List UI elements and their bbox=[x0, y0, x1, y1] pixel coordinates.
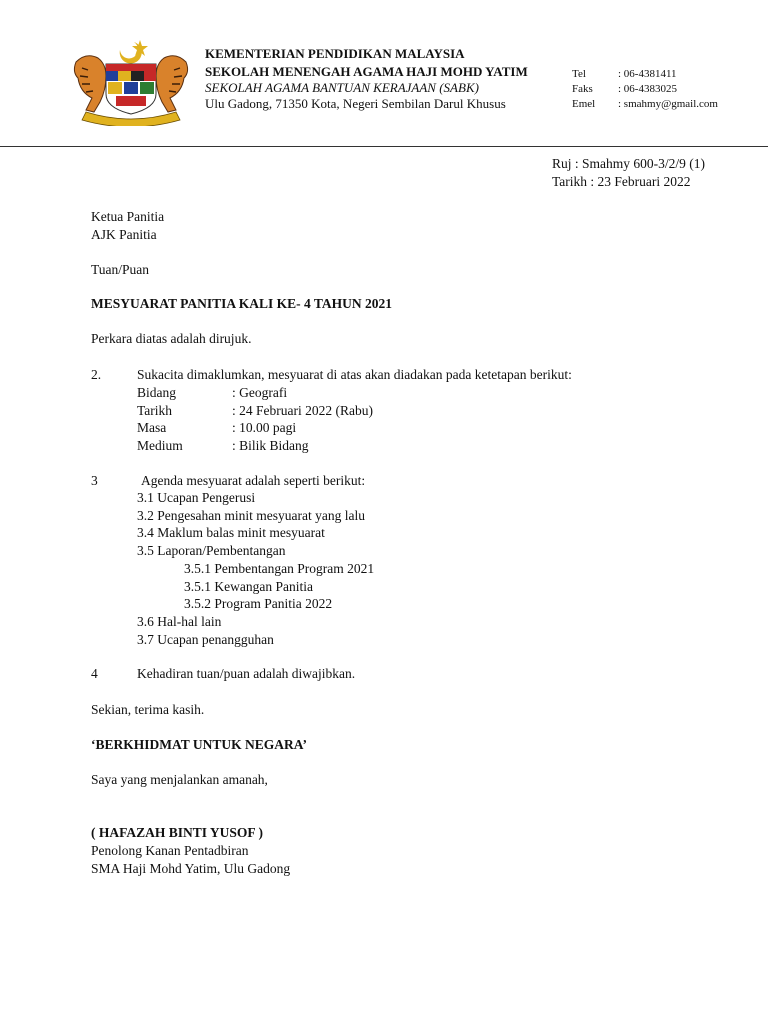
letter-subject: MESYUARAT PANITIA KALI KE- 4 TAHUN 2021 bbox=[91, 296, 393, 311]
school-type: SEKOLAH AGAMA BANTUAN KERAJAAN (SABK) bbox=[205, 80, 479, 95]
sign-off: Saya yang menjalankan amanah, bbox=[91, 772, 268, 787]
contact-label: Faks bbox=[572, 83, 593, 95]
ministry-name: KEMENTERIAN PENDIDIKAN MALAYSIA bbox=[205, 46, 465, 61]
header-divider bbox=[0, 146, 768, 147]
agenda-item: 3.4 Maklum balas minit mesyuarat bbox=[137, 525, 325, 540]
malaysia-coat-of-arms-logo bbox=[68, 36, 194, 126]
agenda-subitem: 3.5.1 Pembentangan Program 2021 bbox=[184, 561, 375, 576]
detail-label: Medium bbox=[137, 438, 183, 453]
para-2-number: 2. bbox=[91, 367, 102, 382]
agenda-item: 3.7 Ucapan penangguhan bbox=[137, 632, 274, 647]
agenda-item: 3.5 Laporan/Pembentangan bbox=[137, 543, 286, 558]
para-3-number: 3 bbox=[91, 473, 98, 488]
signatory-name: ( HAFAZAH BINTI YUSOF ) bbox=[91, 825, 264, 840]
detail-value: : 24 Februari 2022 (Rabu) bbox=[232, 403, 373, 418]
recipient-line: AJK Panitia bbox=[91, 227, 157, 242]
contact-value: : 06-4383025 bbox=[618, 83, 677, 95]
reference-number: Ruj : Smahmy 600-3/2/9 (1) bbox=[552, 156, 705, 171]
closing-line: Sekian, terima kasih. bbox=[91, 702, 205, 717]
para-3-text: Agenda mesyuarat adalah seperti berikut: bbox=[141, 473, 366, 488]
detail-value: : Bilik Bidang bbox=[232, 438, 309, 453]
national-motto: ‘BERKHIDMAT UNTUK NEGARA’ bbox=[91, 737, 308, 752]
contact-email bbox=[572, 97, 718, 112]
contact-block bbox=[572, 67, 718, 112]
contact-value: : 06-4381411 bbox=[618, 68, 677, 80]
para-2-text: Sukacita dimaklumkan, mesyuarat di atas akan diadakan pada ketetapan berikut: bbox=[137, 367, 572, 382]
detail-value: : 10.00 pagi bbox=[232, 420, 297, 435]
contact-label: Tel bbox=[572, 68, 586, 80]
para-4-number: 4 bbox=[91, 666, 98, 681]
contact-fax bbox=[572, 82, 718, 97]
contact-label: Emel bbox=[572, 98, 596, 110]
detail-label: Bidang bbox=[137, 385, 176, 400]
detail-label: Masa bbox=[137, 420, 167, 435]
agenda-subitem: 3.5.2 Program Panitia 2022 bbox=[184, 596, 333, 611]
agenda-item: 3.1 Ucapan Pengerusi bbox=[137, 490, 256, 505]
agenda-subitem: 3.5.1 Kewangan Panitia bbox=[184, 579, 313, 594]
agenda-item: 3.6 Hal-hal lain bbox=[137, 614, 222, 629]
school-name: SEKOLAH MENENGAH AGAMA HAJI MOHD YATIM bbox=[205, 64, 528, 79]
para-4-text: Kehadiran tuan/puan adalah diwajibkan. bbox=[137, 666, 356, 681]
signatory-position: Penolong Kanan Pentadbiran bbox=[91, 843, 249, 858]
letter-date: Tarikh : 23 Februari 2022 bbox=[552, 174, 691, 189]
detail-value: : Geografi bbox=[232, 385, 288, 400]
contact-value: : smahmy@gmail.com bbox=[618, 98, 718, 110]
detail-label: Tarikh bbox=[137, 403, 173, 418]
salutation: Tuan/Puan bbox=[91, 262, 150, 277]
signatory-school: SMA Haji Mohd Yatim, Ulu Gadong bbox=[91, 861, 291, 876]
recipient-line: Ketua Panitia bbox=[91, 209, 165, 224]
opening-line: Perkara diatas adalah dirujuk. bbox=[91, 331, 252, 346]
agenda-item: 3.2 Pengesahan minit mesyuarat yang lalu bbox=[137, 508, 365, 523]
contact-tel bbox=[572, 67, 718, 82]
school-address: Ulu Gadong, 71350 Kota, Negeri Sembilan Darul Khusus bbox=[205, 96, 506, 111]
